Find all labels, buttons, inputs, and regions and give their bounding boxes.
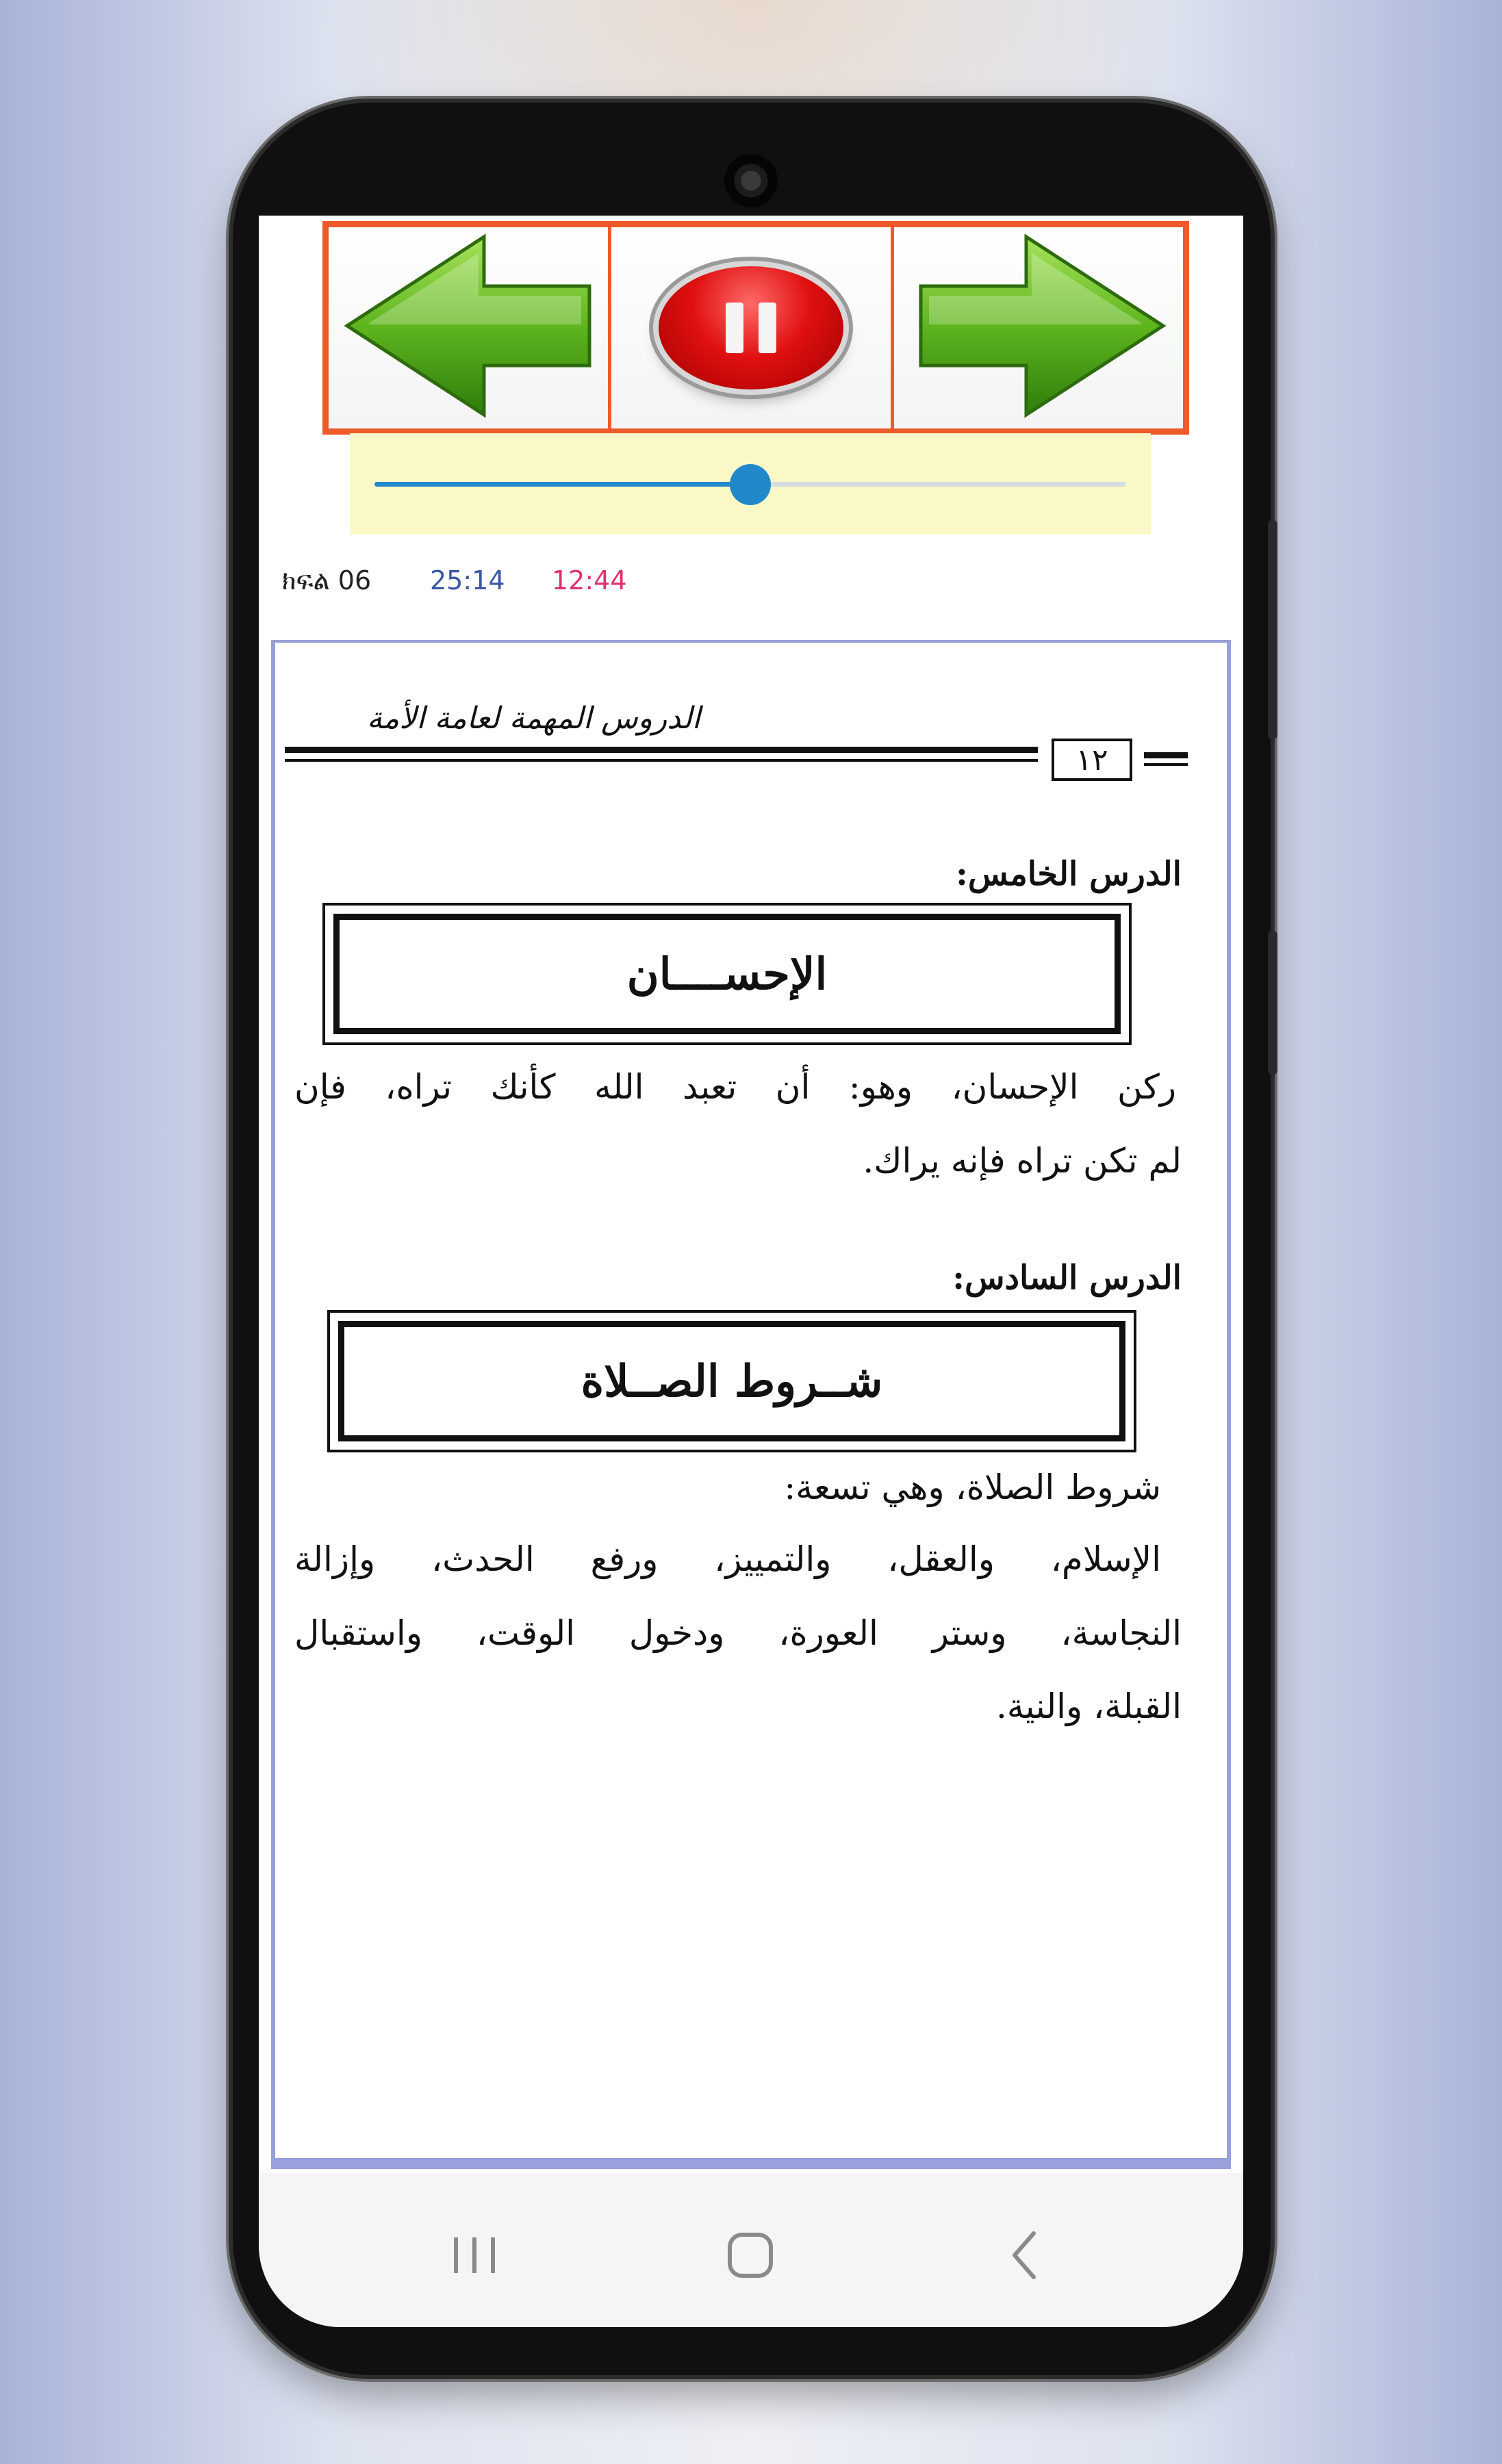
lesson-5-heading: الدرس الخامس: (956, 855, 1182, 893)
player-controls (322, 221, 1189, 435)
header-rule (285, 747, 1038, 753)
previous-button[interactable] (329, 227, 611, 428)
page-number-rule (1144, 752, 1188, 758)
lesson-6-title-box (327, 1310, 1136, 1452)
seek-slider-container (350, 433, 1151, 535)
track-label: ክፍል 06 (282, 565, 372, 595)
back-icon[interactable] (1000, 2228, 1054, 2283)
lesson-5-line-2: لم تكن تراه فإنه يراك. (863, 1141, 1182, 1181)
lesson-6-title: شــروط الصــلاة (338, 1321, 1125, 1441)
home-icon[interactable] (723, 2228, 778, 2283)
viewer-bottom-border (271, 2158, 1231, 2169)
page-margin (285, 1995, 1217, 2159)
page-header-title: الدروس المهمة لعامة الأمة (367, 701, 700, 736)
app-screen (259, 216, 1243, 2327)
lesson-5-title: الإحســــان (333, 914, 1121, 1034)
next-button[interactable] (894, 227, 1183, 428)
seek-slider[interactable] (374, 482, 1126, 487)
seek-slider-progress (374, 482, 750, 487)
book-page (285, 650, 1217, 1995)
seek-slider-thumb[interactable] (730, 464, 771, 505)
recent-apps-icon[interactable] (447, 2228, 502, 2283)
lesson-6-line-4: القبلة، والنية. (995, 1686, 1182, 1726)
power-button (1268, 931, 1277, 1075)
lesson-6-line-1: شروط الصلاة، وهي تسعة: (784, 1467, 1161, 1507)
pause-button[interactable] (611, 227, 894, 428)
page-number: ١٢ (1052, 739, 1132, 781)
red-pause-icon (659, 266, 843, 389)
header-rule-thin (285, 759, 1038, 762)
lesson-6-line-3: النجاسة، وستر العورة، ودخول الوقت، واستقبال (294, 1613, 1182, 1653)
system-navigation-bar (259, 2173, 1243, 2327)
lesson-6-line-2: الإسلام، والعقل، والتمييز، ورفع الحدث، وإزالة (294, 1539, 1161, 1579)
green-right-arrow-icon (908, 229, 1169, 427)
front-camera (724, 154, 778, 207)
lesson-6-heading: الدرس السادس: (952, 1259, 1182, 1297)
total-time: 25:14 (430, 565, 505, 595)
green-left-arrow-icon (342, 229, 595, 427)
page-viewer[interactable] (271, 640, 1231, 2161)
lesson-5-line-1: ركن الإحسان، وهو: أن تعبد الله كأنك تراه، فإن (294, 1067, 1176, 1107)
page-number-rule-thin (1144, 763, 1188, 766)
lesson-5-title-box (322, 903, 1132, 1045)
current-time: 12:44 (552, 565, 627, 595)
volume-button (1268, 520, 1277, 739)
